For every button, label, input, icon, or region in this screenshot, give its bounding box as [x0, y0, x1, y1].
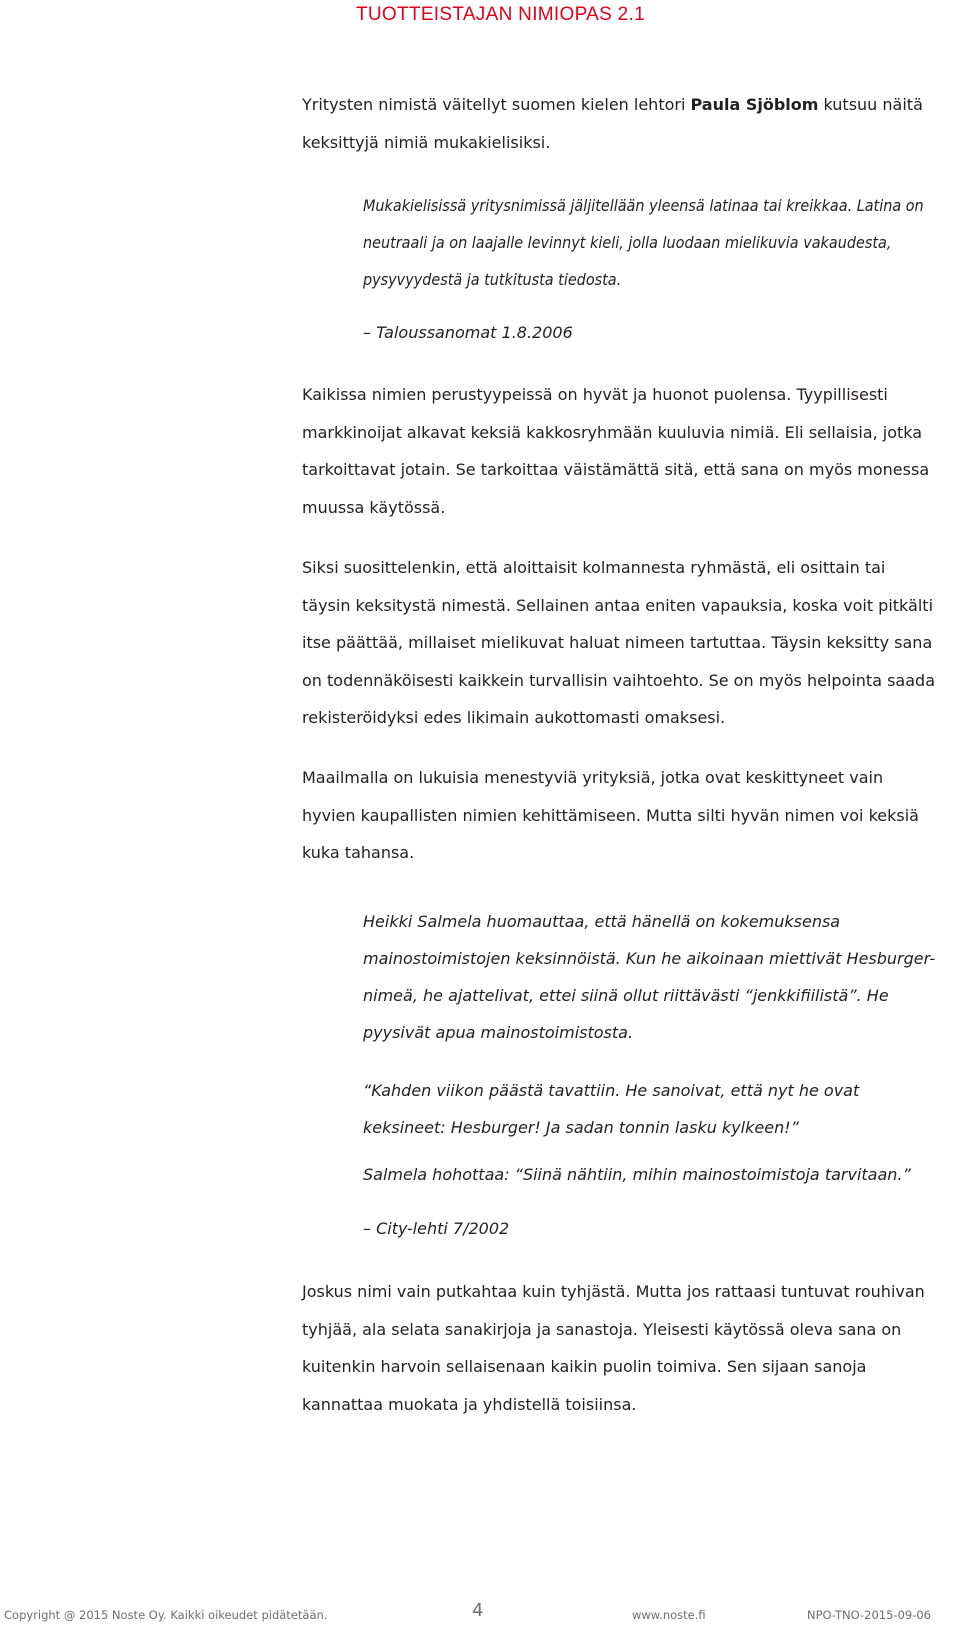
quote-salmela-intro: Heikki Salmela huomauttaa, että hänellä on kokemuksensa mainostoimistojen keksinnöistä. Kun he aikoinaan miettivät Hesburger-nimeä, he ajattelivat, ettei siinä ollut riittävästi “jenkkifiilistä”. He pyysivät apua mainostoimistosta. — [363, 912, 936, 1042]
intro-person-name: Paula Sjöblom — [690, 95, 819, 114]
quote-taloussanomat: Mukakielisissä yritysnimissä jäljitellään yleensä latinaa tai kreikkaa. Latina on neutraali ja on laajalle levinnyt kieli, jolla luodaan mielikuvia vakaudesta, pysyvyydestä ja tutkitusta tiedosta. — [363, 196, 924, 289]
paragraph-recommendation: Siksi suosittelenkin, että aloittaisit kolmannesta ryhmästä, eli osittain tai täysin keksitystä nimestä. Sellainen antaa eniten vapauksia, koska voit pitkälti itse päättää, millaiset mielikuvat haluat nimeen tartuttaa. Täysin keksitty sana on todennäköisesti kaikkein turvallisin vaihtoehto. Se on myös helpointa saada rekisteröidyksi edes likimain aukottomasti omaksesi. — [302, 558, 935, 727]
quote-salmela-story: “Kahden viikon päästä tavattiin. He sanoivat, että nyt he ovat keksineet: Hesburger! Ja sadan tonnin lasku kylkeen!” — [363, 1081, 860, 1137]
quote-taloussanomat-source: – Taloussanomat 1.8.2006 — [363, 323, 573, 342]
quote-salmela-punchline: Salmela hohottaa: “Siinä nähtiin, mihin mainostoimistoja tarvitaan.” — [363, 1165, 911, 1184]
paragraph-successful-companies: Maailmalla on lukuisia menestyviä yrityksiä, jotka ovat keskittyneet vain hyvien kaupallisten nimien kehittämiseen. Mutta silti hyvän nimen voi keksiä kuka tahansa. — [302, 768, 919, 862]
intro-paragraph — [302, 86, 938, 161]
paragraph-dictionaries: Joskus nimi vain putkahtaa kuin tyhjästä. Mutta jos rattaasi tuntuvat rouhivan tyhjää, ala selata sanakirjoja ja sanastoja. Yleisesti käytössä oleva sana on kuitenkin harvoin sellaisenaan kaikin puolin toimiva. Sen sijaan sanoja kannattaa muokata ja yhdistellä toisiinsa. — [302, 1282, 925, 1414]
document-header-title: TUOTTEISTAJAN NIMIOPAS 2.1 — [356, 4, 645, 25]
footer-document-id: NPO-TNO-2015-09-06 — [807, 1608, 931, 1622]
paragraph-name-types: Kaikissa nimien perustyypeissä on hyvät ja huonot puolensa. Tyypillisesti markkinoijat alkavat keksiä kakkosryhmään kuuluvia nimiä. Eli sellaisia, jotka tarkoittavat jotain. Se tarkoittaa väistämättä sitä, että sana on myös monessa muussa käytössä. — [302, 385, 930, 517]
intro-text-after: kutsuu näitä keksittyjä nimiä mukakielisiksi. — [302, 95, 923, 152]
footer-copyright: Copyright @ 2015 Noste Oy. Kaikki oikeudet pidätetään. — [4, 1608, 328, 1622]
intro-text-before: Yritysten nimistä väitellyt suomen kielen lehtori — [302, 95, 691, 114]
footer-website-link[interactable]: www.noste.fi — [632, 1608, 706, 1622]
quote-city-lehti-source: – City-lehti 7/2002 — [363, 1219, 510, 1238]
footer-page-number: 4 — [472, 1600, 484, 1621]
